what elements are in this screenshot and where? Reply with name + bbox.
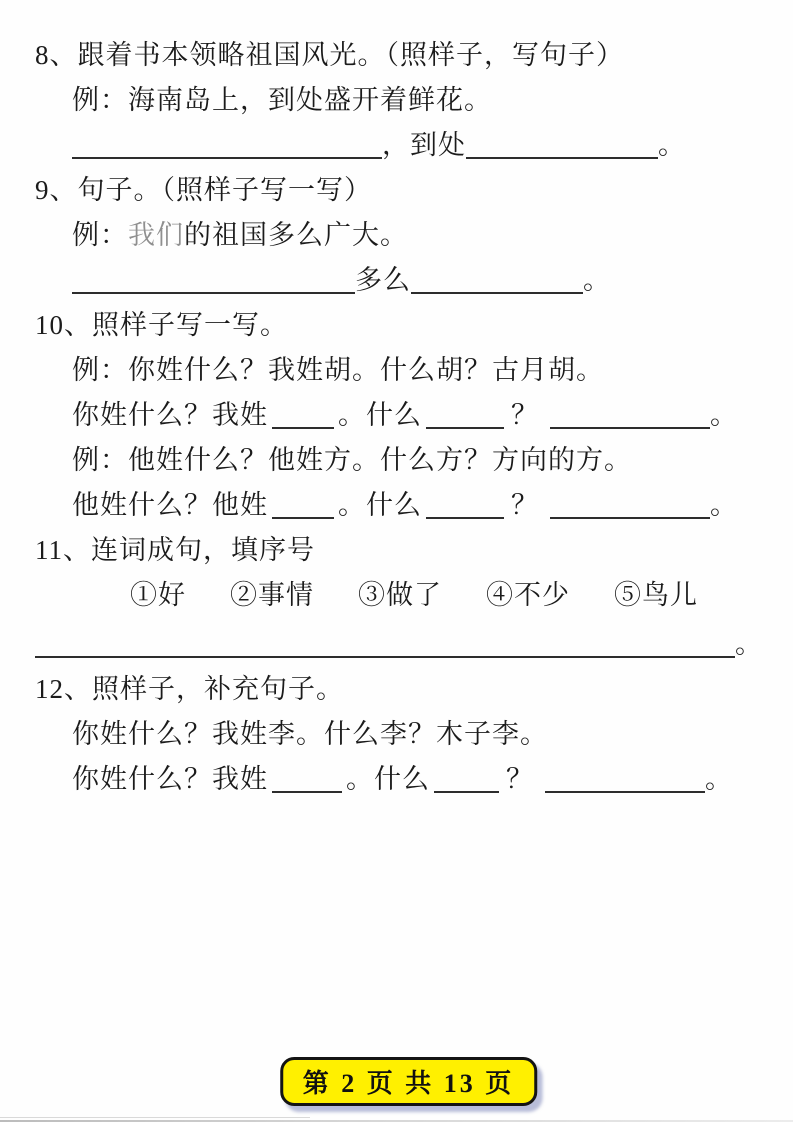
question-9-example <box>0 213 793 258</box>
answer-blank <box>426 403 504 429</box>
question-11-title: 连词成句，填序号 <box>91 535 315 565</box>
answer-blank <box>466 133 658 159</box>
question-mark-text: ？ <box>511 400 539 430</box>
question-8-number: 8、 <box>35 40 78 70</box>
period-text: 。 <box>705 764 733 794</box>
question-mark-text: ？ <box>511 490 539 520</box>
example-sentence: 的祖国多么广大。 <box>184 220 408 250</box>
example-faded-word: 我们 <box>128 220 184 250</box>
question-10-example-1 <box>0 348 793 393</box>
question-10-fill-line-2 <box>0 483 793 528</box>
answer-blank <box>550 493 710 519</box>
answer-blank <box>272 493 334 519</box>
question-11-answer-line <box>0 622 793 667</box>
answer-blank <box>426 493 504 519</box>
question-11-number: 11、 <box>35 535 91 565</box>
question-10-example-2 <box>0 438 793 483</box>
question-10-header <box>0 303 793 348</box>
connector-text: ，到处 <box>382 130 466 160</box>
question-mark-text: ？ <box>506 764 534 794</box>
question-8-header <box>0 33 793 78</box>
answer-blank <box>434 767 499 793</box>
fill-text: 你姓什么？我姓 <box>72 400 268 430</box>
answer-blank <box>545 767 705 793</box>
question-9-title: 句子。（照样子写一写） <box>77 175 372 205</box>
question-12-number: 12、 <box>35 674 92 704</box>
word-option-1: ①好 <box>130 580 186 610</box>
question-9-number: 9、 <box>35 175 78 205</box>
question-8-fill-line <box>0 123 793 168</box>
answer-blank <box>272 767 342 793</box>
question-9-fill-line <box>0 258 793 303</box>
question-11-header <box>0 528 793 573</box>
connector-text: 多么 <box>355 265 411 295</box>
answer-blank <box>272 403 334 429</box>
word-option-4: ④不少 <box>486 580 570 610</box>
word-option-5: ⑤鸟儿 <box>614 580 698 610</box>
example-sentence: 例：他姓什么？他姓方。什么方？方向的方。 <box>72 445 632 475</box>
fill-text: 。什么 <box>338 400 422 430</box>
period-text: 。 <box>710 400 738 430</box>
fill-text: 你姓什么？我姓 <box>72 764 268 794</box>
question-10-number: 10、 <box>35 310 92 340</box>
question-12-title: 照样子，补充句子。 <box>92 674 344 704</box>
scan-artifact-line <box>0 1117 310 1118</box>
question-8-title: 跟着书本领略祖国风光。（照样子，写句子） <box>77 40 624 70</box>
question-10-fill-line-1 <box>0 393 793 438</box>
example-sentence: 你姓什么？我姓李。什么李？木子李。 <box>72 719 548 749</box>
word-option-3: ③做了 <box>358 580 442 610</box>
answer-blank <box>550 403 710 429</box>
answer-blank <box>72 268 355 294</box>
period-text: 。 <box>735 629 763 659</box>
example-sentence: 例：海南岛上，到处盛开着鲜花。 <box>72 85 492 115</box>
period-text: 。 <box>583 265 611 295</box>
fill-text: 。什么 <box>346 764 430 794</box>
fill-text: 。什么 <box>338 490 422 520</box>
question-12-example <box>0 712 793 757</box>
question-11-options <box>0 573 793 618</box>
period-text: 。 <box>658 130 686 160</box>
period-text: 。 <box>710 490 738 520</box>
word-option-2: ②事情 <box>230 580 314 610</box>
question-8-example <box>0 78 793 123</box>
example-sentence: 例：你姓什么？我姓胡。什么胡？古月胡。 <box>72 355 604 385</box>
question-12-header <box>0 667 793 712</box>
page-indicator-text: 第 2 页 共 13 页 <box>302 1069 515 1098</box>
question-10-title: 照样子写一写。 <box>92 310 288 340</box>
answer-blank <box>72 133 382 159</box>
question-12-fill-line <box>0 757 793 802</box>
answer-blank <box>411 268 583 294</box>
page-number-badge <box>280 1057 538 1106</box>
answer-blank <box>35 632 735 658</box>
question-9-header <box>0 168 793 213</box>
fill-text: 他姓什么？他姓 <box>72 490 268 520</box>
example-prefix: 例： <box>72 220 128 250</box>
